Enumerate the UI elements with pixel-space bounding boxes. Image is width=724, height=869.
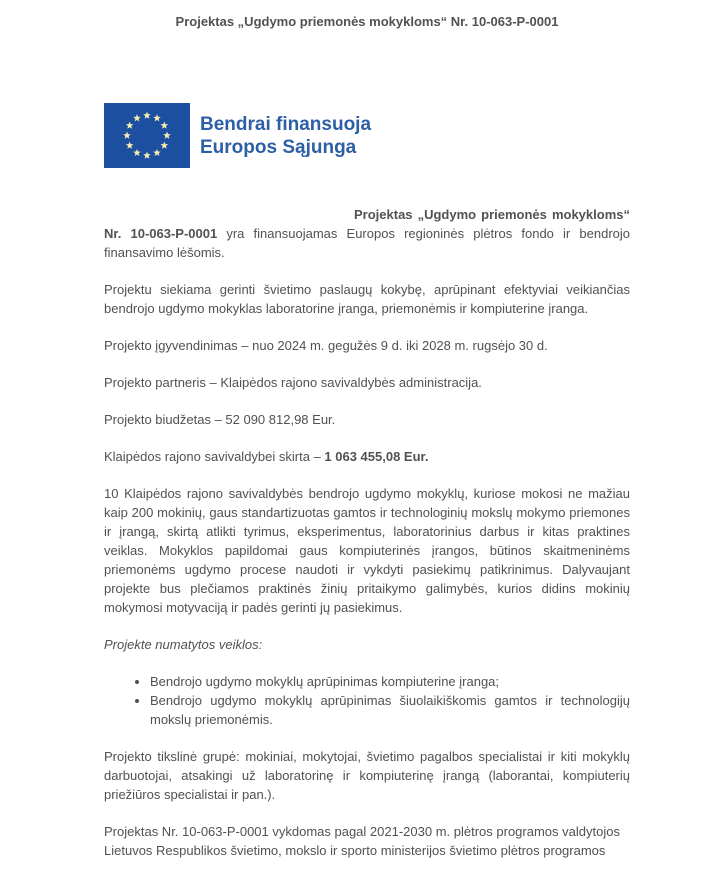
activities-list: [104, 672, 630, 729]
municipality-allocation-amount: 1 063 455,08 Eur.: [324, 449, 429, 464]
intro-paragraph-rest: yra finansuojamas Europos regioninės plėtros fondo ir bendrojo finansavimo lėšomis.: [104, 226, 630, 260]
eu-flag-icon: [104, 103, 190, 168]
project-budget: Projekto biudžetas – 52 090 812,98 Eur.: [104, 412, 336, 427]
legal-basis-paragraph: Projektas Nr. 10-063-P-0001 vykdomas pagal 2021-2030 m. plėtros programos valdytojos Lietuvos Respublikos švietimo, mokslo ir sporto ministerijos švietimo plėtros programos: [104, 824, 620, 858]
activities-heading: Projekte numatytos veiklos:: [104, 637, 263, 652]
municipality-allocation: [104, 447, 630, 466]
logo-caption-line2: Europos Sąjunga: [200, 136, 357, 158]
eu-cofunded-logo: [104, 103, 630, 168]
logo-caption: [200, 113, 371, 159]
implementation-period: Projekto įgyvendinimas – nuo 2024 m. gegužės 9 d. iki 2028 m. rugsėjo 30 d.: [104, 338, 548, 353]
intro-paragraph: [104, 205, 630, 262]
goal-paragraph: Projektu siekiama gerinti švietimo paslaugų kokybę, aprūpinant efektyviai veikiančias bendrojo ugdymo mokyklas laboratorine įranga, priemonėmis ir kompiuterine įranga.: [104, 282, 630, 316]
intro-paragraph-bold: Projektas „Ugdymo priemonės mokykloms“ Nr. 10-063-P-0001: [104, 207, 630, 241]
municipality-allocation-text: Klaipėdos rajono savivaldybei skirta –: [104, 449, 325, 464]
activity-item: • Bendrojo ugdymo mokyklų aprūpinimas kompiuterine įranga;: [150, 672, 630, 691]
activity-item: • Bendrojo ugdymo mokyklų aprūpinimas šiuolaikiškomis gamtos ir technologijų mokslų priemonėmis.: [150, 691, 630, 729]
document-title: Projektas „Ugdymo priemonės mokykloms“ Nr. 10-063-P-0001: [175, 14, 559, 29]
logo-caption-line1: Bendrai finansuoja: [200, 113, 372, 135]
project-partner: Projekto partneris – Klaipėdos rajono savivaldybės administracija.: [104, 375, 482, 390]
target-group-paragraph: Projekto tikslinė grupė: mokiniai, mokytojai, švietimo pagalbos specialistai ir kiti mokyklų darbuotojai, atsakingi už laboratorinę ir kompiuterinę įrangą (laborantai, kompiuterių priežiūros specialistai ir pan.).: [104, 749, 630, 802]
project-description: 10 Klaipėdos rajono savivaldybės bendrojo ugdymo mokyklų, kuriose mokosi ne mažiau kaip 200 mokinių, gaus standartizuotas gamtos ir technologinių mokslų mokymo priemones ir įrangą, skirtą atlikti tyrimus, eksperimentus, laboratorinius darbus ir kitas praktines veiklas. Mokyklos papildomai gaus kompiuterinės įrangos, būtinos skaitmeninėms priemonėms ugdymo procese naudoti ir vykdyti pasiekimų patikrinimus. Dalyvaujant projekte bus plečiamos praktinės žinių pritaikymo galimybės, kurios didins mokinių mokymosi motyvaciją ir padės gerinti jų pasiekimus.: [104, 486, 630, 615]
